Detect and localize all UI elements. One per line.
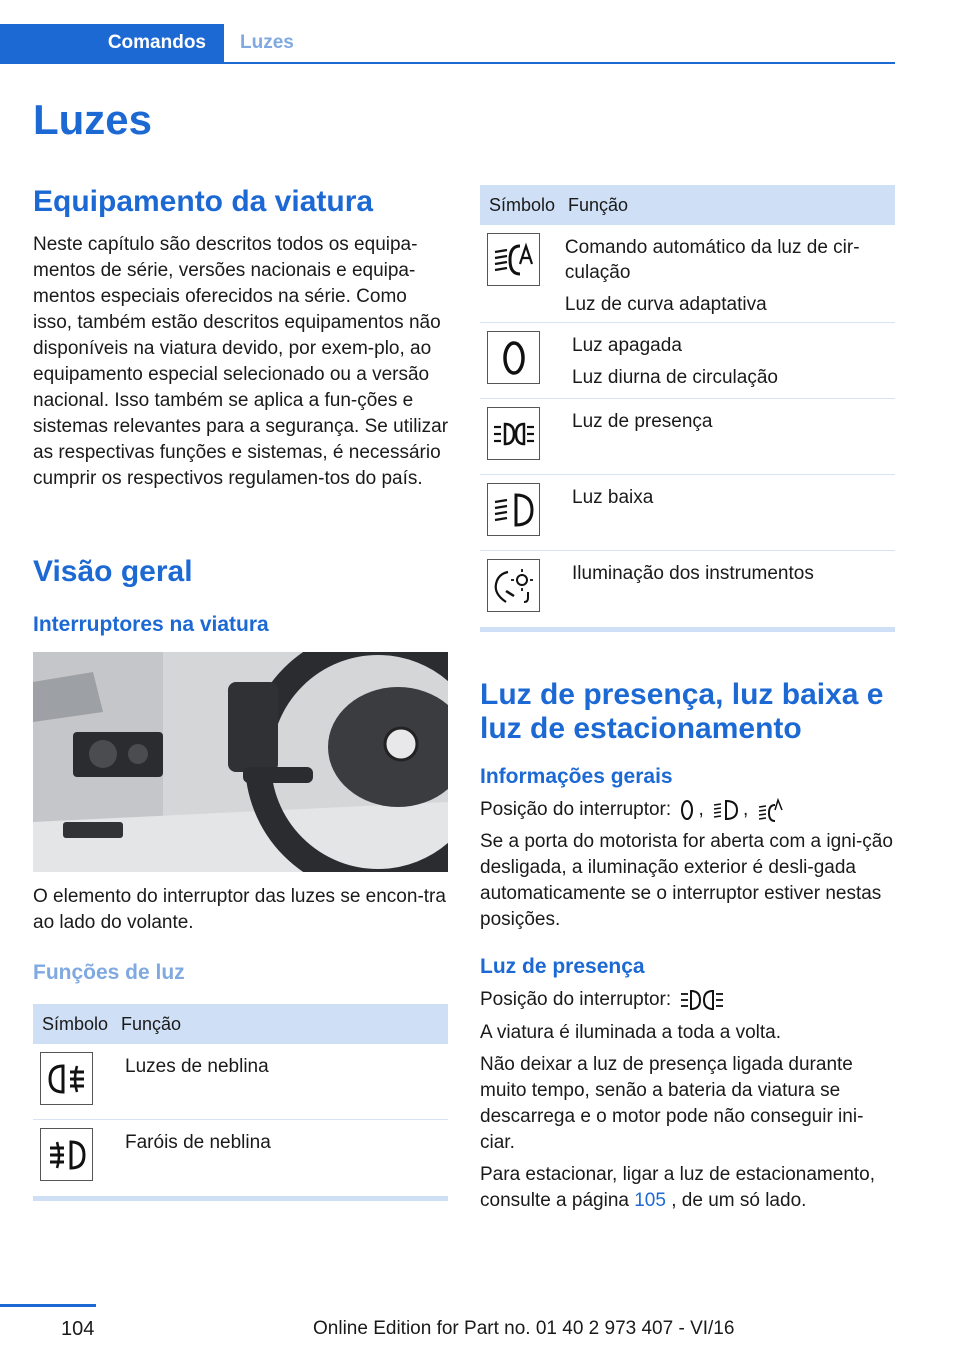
heading-luz-de-presenca: Luz de presença: [480, 955, 645, 978]
low-beam-icon: [487, 483, 540, 536]
table-row: [480, 399, 895, 475]
function-label: Luz diurna de circulação: [572, 367, 778, 388]
footer-rule: [0, 1304, 96, 1307]
tab-luzes[interactable]: Luzes: [240, 32, 294, 53]
col-symbol: Símbolo: [489, 194, 556, 215]
function-label: Faróis de neblina: [125, 1132, 271, 1153]
table-header: [480, 185, 895, 225]
function-label: Luz apagada: [572, 335, 682, 356]
function-label: Luz de presença: [572, 411, 713, 432]
table-header: [33, 1004, 448, 1044]
table-row: [480, 551, 895, 627]
heading-luz-presenca-baixa: Luz de presença, luz baixa e luz de estacionamento: [480, 678, 884, 745]
parking-light-icon: [680, 988, 724, 1012]
fog-light-rear-icon: [40, 1052, 93, 1105]
dashboard-photo: [33, 652, 448, 872]
table-row: [33, 1044, 448, 1120]
page-header: [0, 24, 895, 64]
auto-light-icon: [487, 233, 540, 286]
switch-positions-line: [480, 797, 898, 823]
instrument-lighting-icon: [487, 559, 540, 612]
table-row: [33, 1120, 448, 1196]
paragraph-1: A viatura é iluminada a toda a volta.: [480, 1022, 782, 1043]
page-number: 104: [61, 1318, 95, 1340]
col-function: Função: [568, 194, 629, 215]
light-functions-table: [480, 185, 895, 632]
edition-note: Online Edition for Part no. 01 40 2 973 407 - VI/16: [313, 1318, 735, 1339]
info-text: Se a porta do motorista for aberta com a igni-ção desligada, a iluminação exterior é desli-gada automaticamente se o interruptor estiver nestas posições.: [480, 831, 893, 930]
auto-light-icon: [758, 798, 784, 822]
heading-visao-geral: Visão geral: [33, 555, 193, 588]
heading-informacoes-gerais: Informações gerais: [480, 765, 673, 788]
low-beam-icon: [713, 798, 739, 822]
separator: ,: [698, 799, 704, 820]
table-row: [480, 323, 895, 399]
col-symbol: Símbolo: [42, 1013, 109, 1034]
table-row: [480, 225, 895, 323]
fog-lights-table: [33, 1004, 448, 1201]
page-link[interactable]: 105: [634, 1190, 666, 1211]
fog-light-front-icon: [40, 1128, 93, 1181]
table-row: [480, 475, 895, 551]
paragraph-2: Não deixar a luz de presença ligada durante muito tempo, senão a bateria da viatura se descarrega e o motor pode não conseguir ini-ciar.: [480, 1054, 864, 1153]
function-label: Comando automático da luz de cir-culação: [564, 237, 860, 283]
heading-equipamento: Equipamento da viatura: [33, 185, 374, 218]
paragraph-3: Para estacionar, ligar a luz de estacionamento, consulte a página 105 , de um só lado.: [480, 1164, 876, 1211]
parking-position-line: [480, 987, 898, 1013]
separator: ,: [743, 799, 749, 820]
position-label: Posição do interruptor:: [480, 989, 672, 1010]
function-label: Luz de curva adaptativa: [564, 294, 767, 315]
function-label: Luz baixa: [572, 487, 654, 508]
position-label: Posição do interruptor:: [480, 799, 672, 820]
parking-light-icon: [487, 407, 540, 460]
page-title: Luzes: [33, 96, 153, 143]
equipamento-text: Neste capítulo são descritos todos os equipa-mentos de série, versões nacionais e equipa-mentos especiais oferecidos na série. Como isso, também estão descritos equipamentos não disponíveis na viatura devido, por exem-plo, ao equipamento especial selecionado ou a versão nacional. Isso também se aplica a fun-ções e sistemas relevantes para a segurança. Se utilizar as respectivas funções e sistemas, é necessário cumprir os respectivos regulamen-tos do país.: [33, 234, 449, 489]
heading-interruptores: Interruptores na viatura: [33, 613, 269, 636]
function-label: Iluminação dos instrumentos: [572, 563, 814, 584]
tab-comandos[interactable]: Comandos: [0, 24, 224, 62]
col-function: Função: [121, 1013, 182, 1034]
heading-funcoes: Funções de luz: [33, 961, 185, 984]
light-off-icon: [487, 331, 540, 384]
photo-caption: O elemento do interruptor das luzes se encon-tra ao lado do volante.: [33, 886, 446, 933]
light-off-icon: [680, 798, 694, 822]
function-label: Luzes de neblina: [125, 1056, 269, 1077]
parking-text: [480, 1020, 898, 1214]
